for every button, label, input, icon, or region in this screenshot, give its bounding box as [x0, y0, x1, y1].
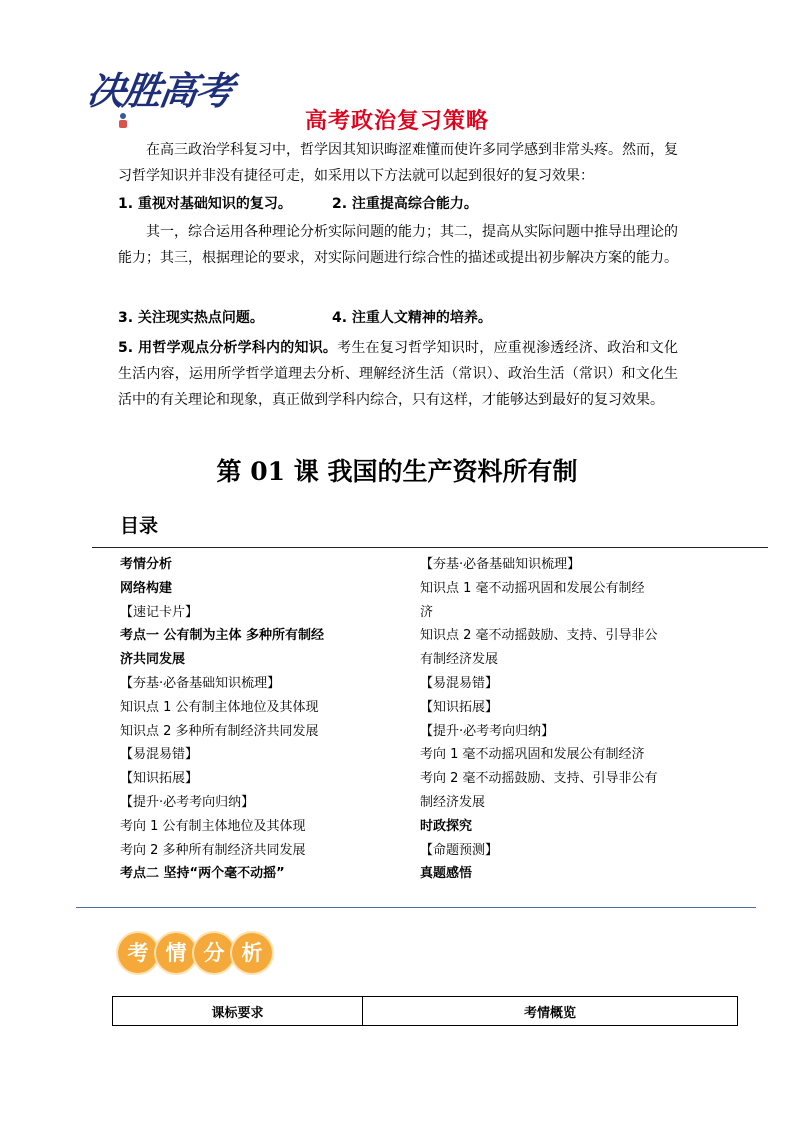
- toc-left-column: [120, 553, 324, 886]
- intro-paragraph: 在高三政治学科复习中，哲学因其知识晦涩难懂而使许多同学感到非常头疼。然而，复习哲学知识并非没有捷径可走，如采用以下方法就可以起到很好的复习效果：: [118, 142, 678, 184]
- toc-item[interactable]: 【夯基·必备基础知识梳理】: [420, 557, 581, 572]
- toc-item[interactable]: 考向 2 多种所有制经济共同发展: [120, 842, 306, 858]
- toc-item[interactable]: 【夯基·必备基础知识梳理】: [120, 675, 281, 691]
- toc-item[interactable]: 【命题预测】: [420, 842, 499, 858]
- points-row-2: [118, 305, 678, 331]
- lesson-title: 第 01 课 我国的生产资料所有制: [216, 457, 578, 486]
- toc-item[interactable]: 济共同发展: [120, 652, 186, 668]
- toc-item[interactable]: 制经济发展: [420, 794, 486, 810]
- toc-item[interactable]: 【速记卡片】: [120, 604, 199, 620]
- toc-item[interactable]: 考点二 坚持“两个毫不动摇”: [120, 866, 285, 882]
- toc-top-divider: [92, 547, 768, 548]
- toc-item[interactable]: 【提升·必考考向归纳】: [120, 794, 255, 810]
- toc-item[interactable]: 考向 2 毫不动摇鼓励、支持、引导非公有: [420, 771, 658, 787]
- points-row-1: [118, 191, 678, 217]
- ability-paragraph: 其一，综合运用各种理论分析实际问题的能力；其二，提高从实际问题中推导出理论的能力；其三，根据理论的要求，对实际问题进行综合性的描述或提出初步解决方案的能力。: [118, 224, 678, 266]
- toc-item[interactable]: 知识点 1 毫不动摇巩固和发展公有制经: [420, 580, 645, 596]
- toc-right-column: [420, 553, 658, 886]
- point-4: 4. 注重人文精神的培养。: [332, 310, 492, 326]
- toc-item[interactable]: 时政探究: [420, 818, 473, 834]
- toc-bottom-divider: [76, 907, 756, 908]
- toc-item[interactable]: 知识点 1 公有制主体地位及其体现: [120, 699, 319, 715]
- toc-item[interactable]: 【知识拓展】: [120, 771, 199, 787]
- badge-char: 析: [232, 933, 272, 973]
- badge-char: 情: [156, 933, 196, 973]
- table-row: [113, 997, 738, 1026]
- toc-item[interactable]: 知识点 2 毫不动摇鼓励、支持、引导非公: [420, 628, 658, 644]
- toc-item[interactable]: 【易混易错】: [420, 675, 499, 691]
- badge-char: 分: [194, 933, 234, 973]
- toc-item[interactable]: 【易混易错】: [120, 747, 199, 763]
- toc-item[interactable]: 知识点 2 多种所有制经济共同发展: [120, 723, 319, 739]
- toc-item[interactable]: 考向 1 毫不动摇巩固和发展公有制经济: [420, 747, 645, 763]
- toc-item[interactable]: 济: [420, 604, 434, 620]
- point-1: 1. 重视对基础知识的复习。: [118, 196, 292, 212]
- toc-item[interactable]: 【提升·必考考向归纳】: [420, 723, 555, 739]
- table-header-overview: 考情概览: [363, 997, 738, 1026]
- point-3: 3. 关注现实热点问题。: [118, 310, 264, 326]
- toc-item[interactable]: 有制经济发展: [420, 652, 499, 668]
- logo-text: 决胜高考: [84, 68, 235, 113]
- point-5-heading: 5. 用哲学观点分析学科内的知识。: [118, 340, 338, 356]
- toc-item[interactable]: 考情分析: [120, 557, 173, 572]
- toc-item[interactable]: 真题感悟: [420, 866, 473, 882]
- point-5-paragraph: [118, 335, 678, 413]
- toc-item[interactable]: 【知识拓展】: [420, 699, 499, 715]
- point-5-text: 考生在复习哲学知识时，应重视渗透经济、政治和文化生活内容，运用所学哲学道理去分析、理解经济生活（常识）、政治生活（常识）和文化生活中的有关理论和现象，真正做到学科内综合，只有这样，才能够达到最好的复习效果。: [118, 340, 679, 408]
- toc-item[interactable]: 考向 1 公有制主体地位及其体现: [120, 818, 306, 834]
- toc-item[interactable]: 网络构建: [120, 580, 173, 596]
- strategy-title: 高考政治复习策略: [304, 109, 489, 134]
- point-2: 2. 注重提高综合能力。: [332, 196, 478, 212]
- toc-heading: 目录: [120, 515, 159, 537]
- toc-item[interactable]: 考点一 公有制为主体 多种所有制经: [120, 628, 325, 644]
- section-badge-kaoqing: [118, 933, 272, 977]
- table-header-standard: 课标要求: [113, 997, 363, 1026]
- badge-char: 考: [118, 933, 158, 973]
- kaoqing-table: [112, 996, 738, 1026]
